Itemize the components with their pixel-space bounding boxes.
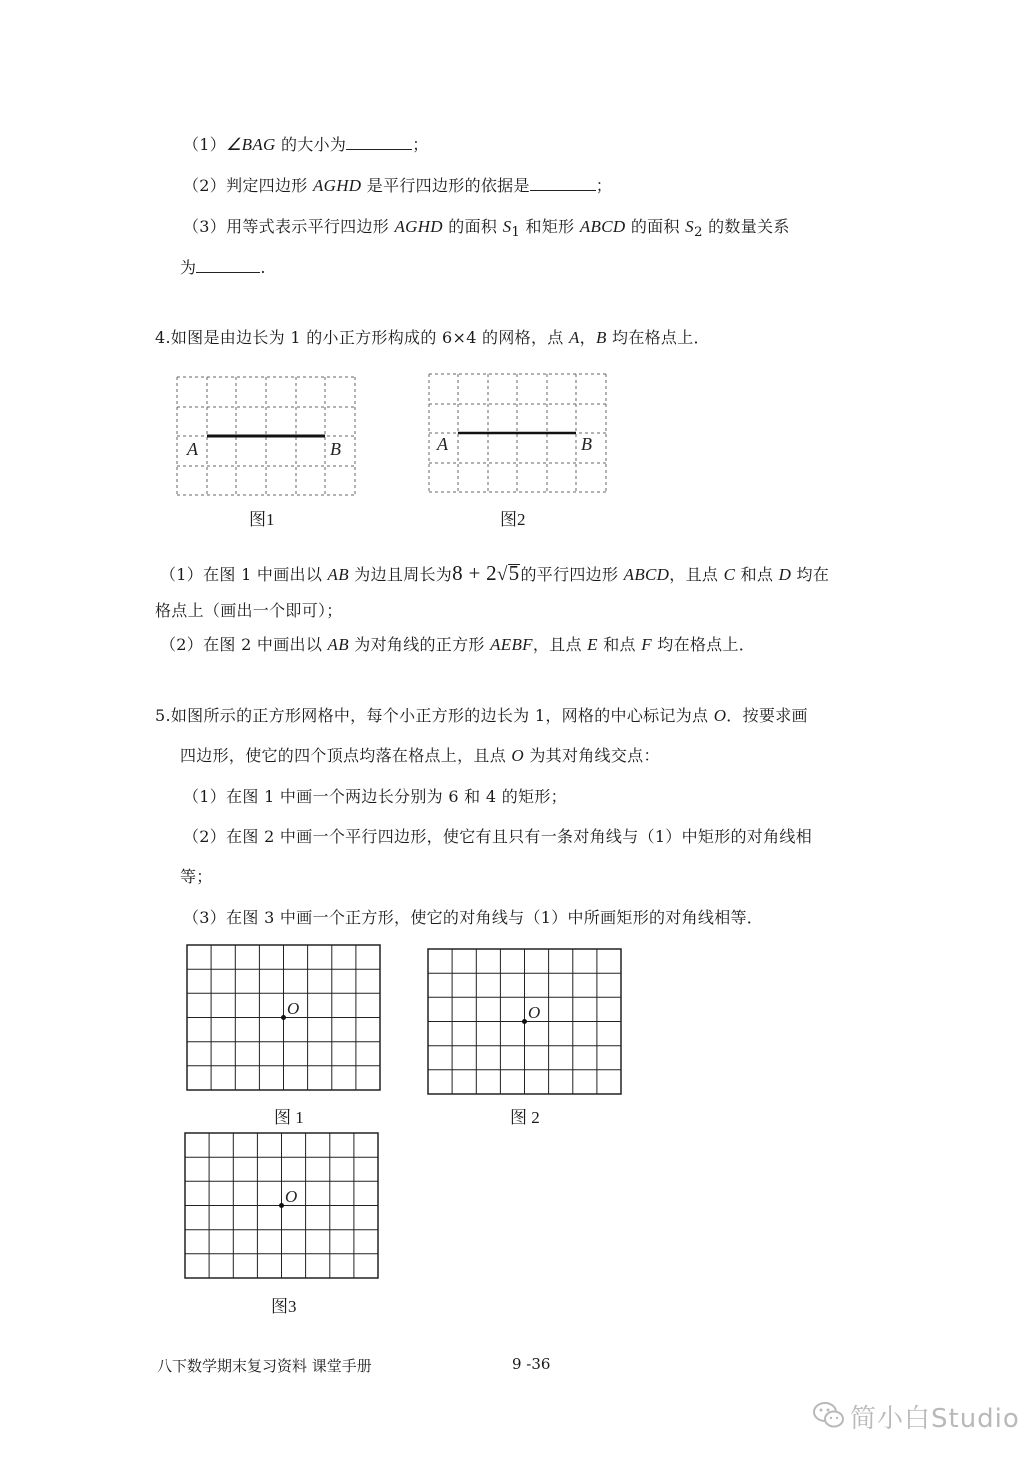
q4-text: （1）在图 1 中画出以	[160, 565, 328, 584]
q4-text: ，且点	[532, 635, 588, 654]
q3-var-s: S	[502, 217, 512, 236]
point-b-label: B	[581, 434, 592, 454]
q5-figure-1[interactable]	[185, 943, 383, 1093]
q4-point: F	[641, 635, 652, 654]
q5-sub3: （3）在图 3 中画一个正方形，使它的对角线与（1）中所画矩形的对角线相等．	[183, 908, 764, 927]
q5-point: O	[713, 706, 727, 725]
q3-part1	[183, 134, 429, 156]
q4-text: 均在	[791, 565, 830, 584]
q3-part1-end: ；	[412, 135, 429, 154]
q5-text: 5.如图所示的正方形网格中，每个小正方形的边长为 1，网格的中心标记为点	[155, 706, 714, 725]
q4-text: 和点	[597, 635, 642, 654]
q5-sub2-cont: 等；	[180, 867, 213, 886]
q3-part1-text: 的大小为	[275, 135, 347, 154]
q4-segment: AB	[327, 635, 349, 654]
q5-intro-cont	[180, 745, 660, 767]
q3-part1-label: （1）	[183, 135, 227, 154]
q3-subscript: 2	[693, 225, 703, 241]
q4-text: （2）在图 2 中画出以	[160, 635, 328, 654]
sqrt-sign: √	[496, 564, 508, 585]
q4-segment: AB	[327, 565, 349, 584]
q4-figure-2[interactable]	[422, 367, 614, 497]
q4-text: 为边且周长为	[348, 565, 453, 584]
q4-text: 和点	[735, 565, 779, 584]
q5-text: ．按要求画	[726, 706, 808, 725]
q4-point: E	[587, 635, 598, 654]
q3-shape: AGHD	[394, 217, 443, 236]
q4-point: C	[723, 565, 736, 584]
q3-part2	[183, 175, 612, 197]
q4-sub2	[160, 634, 755, 656]
q3-part3-label: （3）用等式表示平行四边形	[183, 217, 395, 236]
q4-text: ，	[579, 328, 596, 347]
q3-subscript: 1	[511, 225, 521, 241]
q5-fig1-caption: 图 1	[274, 1108, 304, 1127]
sqrt-radicand: 5	[508, 561, 520, 585]
answer-blank[interactable]	[196, 258, 260, 273]
q4-text: 均在格点上．	[651, 635, 756, 654]
q4-shape: AEBF	[490, 635, 533, 654]
q3-angle: ∠BAG	[226, 135, 276, 154]
math-term: 8 + 2	[452, 561, 497, 585]
center-point-o	[281, 1015, 286, 1020]
q5-fig3-caption: 图3	[271, 1297, 297, 1316]
q3-text: 的面积	[625, 217, 686, 236]
q3-text: .	[260, 258, 266, 277]
q4-fig2-caption: 图2	[500, 510, 526, 529]
q5-sub2: （2）在图 2 中画一个平行四边形，使它有且只有一条对角线与（1）中矩形的对角线相	[183, 827, 813, 846]
q5-point: O	[511, 746, 524, 765]
q5-text: 四边形，使它的四个顶点均落在格点上，且点	[180, 746, 512, 765]
q3-part2-text: 是平行四边形的依据是	[361, 176, 530, 195]
q4-sub1	[160, 562, 829, 586]
q3-text: 的数量关系	[702, 217, 790, 236]
answer-blank[interactable]	[530, 176, 596, 191]
q4-text: 4.如图是由边长为 1 的小正方形构成的 6×4 的网格，点	[155, 328, 569, 347]
q4-point: A	[568, 328, 580, 347]
center-point-o	[279, 1203, 284, 1208]
q4-text: 为对角线的正方形	[348, 635, 491, 654]
q3-part2-end: ；	[595, 176, 613, 195]
point-o-label: O	[287, 999, 300, 1018]
perimeter-expression	[452, 561, 520, 585]
q4-point: D	[778, 565, 792, 584]
answer-blank[interactable]	[346, 135, 412, 150]
q5-figure-3[interactable]	[183, 1131, 381, 1281]
point-a-label: A	[437, 434, 448, 454]
q4-shape: ABCD	[623, 565, 670, 584]
q4-text: 均在格点上．	[606, 328, 710, 347]
q3-shape: ABCD	[579, 217, 626, 236]
center-point-o	[522, 1019, 527, 1024]
q3-text: 为	[180, 258, 197, 277]
q4-point: B	[595, 328, 607, 347]
q3-var-s: S	[685, 217, 694, 236]
q3-part2-label: （2）判定四边形	[183, 176, 313, 195]
point-o-label: O	[285, 1187, 298, 1206]
q5-sub1: （1）在图 1 中画一个两边长分别为 6 和 4 的矩形；	[183, 787, 567, 806]
q5-fig2-caption: 图 2	[510, 1108, 540, 1127]
point-a-label: A	[187, 439, 198, 459]
point-o-label: O	[528, 1003, 541, 1022]
q5-figure-2[interactable]	[426, 947, 624, 1097]
q3-part3-cont	[180, 257, 266, 279]
q3-text: 和矩形	[520, 217, 580, 236]
q4-figure-1[interactable]	[170, 370, 365, 500]
footer-title: 八下数学期末复习资料 课堂手册	[157, 1357, 372, 1375]
q4-sub1-cont: 格点上（画出一个即可）；	[155, 601, 343, 620]
q3-text: 的面积	[442, 217, 503, 236]
q4-text: ，且点	[669, 565, 724, 584]
watermark-text: 简小白Studio	[850, 1404, 1020, 1434]
q3-part3	[183, 216, 790, 244]
point-b-label: B	[330, 439, 341, 459]
q5-intro	[155, 705, 808, 727]
q3-shape: AGHD	[312, 176, 362, 195]
page-number: 9 -36	[512, 1355, 551, 1373]
q4-text: 的平行四边形	[520, 565, 624, 584]
q4-fig1-caption: 图1	[249, 510, 275, 529]
q4-intro	[155, 327, 710, 349]
wechat-icon	[812, 1400, 846, 1430]
q5-text: 为其对角线交点：	[523, 746, 660, 765]
